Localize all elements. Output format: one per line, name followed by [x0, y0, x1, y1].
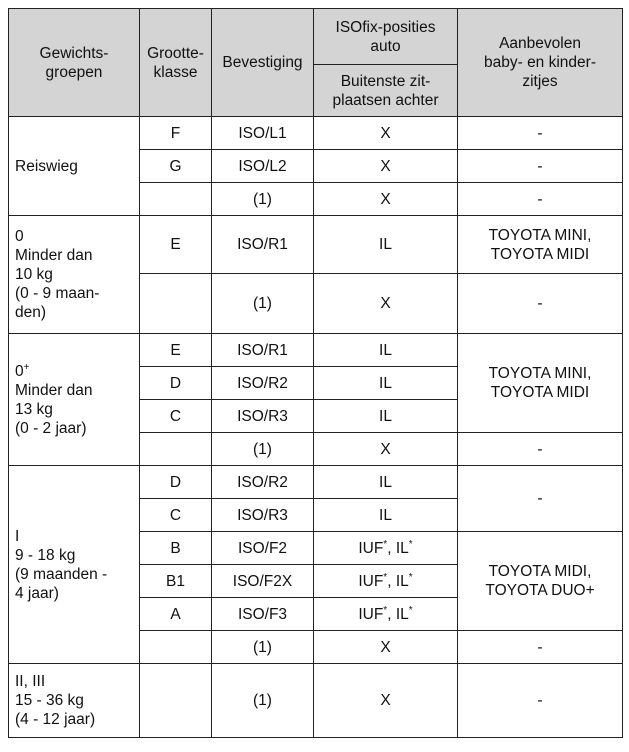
- size-class-cell: F: [140, 117, 212, 150]
- fixing-cell: ISO/F3: [212, 598, 314, 631]
- size-class-cell: A: [140, 598, 212, 631]
- size-class-cell: C: [140, 400, 212, 433]
- size-class-cell: [140, 433, 212, 466]
- header-weight-groups: Gewichts- groepen: [9, 9, 140, 117]
- recommended-cell: -: [458, 117, 623, 150]
- position-cell: IUF*, IL*: [314, 532, 458, 565]
- size-class-cell: E: [140, 216, 212, 274]
- group-II-III: II, III 15 - 36 kg (4 - 12 jaar): [9, 664, 140, 738]
- fixing-cell: ISO/F2: [212, 532, 314, 565]
- position-cell: X: [314, 183, 458, 216]
- position-cell: IL: [314, 334, 458, 367]
- recommended-cell: -: [458, 183, 623, 216]
- size-class-cell: [140, 631, 212, 664]
- recommended-cell: -: [458, 433, 623, 466]
- isofix-table: [8, 8, 623, 738]
- size-class-cell: D: [140, 466, 212, 499]
- size-class-cell: D: [140, 367, 212, 400]
- recommended-cell: -: [458, 631, 623, 664]
- header-size-class: Grootte- klasse: [140, 9, 212, 117]
- position-cell: X: [314, 117, 458, 150]
- table-row: [9, 466, 623, 499]
- position-cell: X: [314, 274, 458, 334]
- position-cell: IL: [314, 216, 458, 274]
- position-cell: IUF*, IL*: [314, 598, 458, 631]
- size-class-cell: E: [140, 334, 212, 367]
- fixing-cell: (1): [212, 631, 314, 664]
- header-fixing: Bevestiging: [212, 9, 314, 117]
- table-row: [9, 216, 623, 274]
- fixing-cell: ISO/F2X: [212, 565, 314, 598]
- recommended-cell: TOYOTA MINI, TOYOTA MIDI: [458, 334, 623, 433]
- group-reiswieg: Reiswieg: [9, 117, 140, 216]
- fixing-cell: (1): [212, 433, 314, 466]
- size-class-cell: B1: [140, 565, 212, 598]
- recommended-cell: -: [458, 150, 623, 183]
- fixing-cell: ISO/R2: [212, 367, 314, 400]
- position-cell: IUF*, IL*: [314, 565, 458, 598]
- header-isofix-positions: ISOfix-posities auto: [314, 9, 458, 65]
- fixing-cell: (1): [212, 183, 314, 216]
- group-I: I 9 - 18 kg (9 maanden - 4 jaar): [9, 466, 140, 664]
- position-cell: IL: [314, 367, 458, 400]
- fixing-cell: ISO/L2: [212, 150, 314, 183]
- position-cell: X: [314, 150, 458, 183]
- position-cell: IL: [314, 466, 458, 499]
- group-0: 0 Minder dan 10 kg (0 - 9 maan- den): [9, 216, 140, 334]
- recommended-cell: -: [458, 664, 623, 738]
- size-class-cell: B: [140, 532, 212, 565]
- fixing-cell: (1): [212, 274, 314, 334]
- fixing-cell: ISO/R3: [212, 499, 314, 532]
- position-cell: X: [314, 631, 458, 664]
- recommended-cell: TOYOTA MINI, TOYOTA MIDI: [458, 216, 623, 274]
- group-0-plus: 0+ Minder dan 13 kg (0 - 2 jaar): [9, 334, 140, 466]
- recommended-cell: -: [458, 274, 623, 334]
- fixing-cell: ISO/R1: [212, 216, 314, 274]
- position-cell: X: [314, 664, 458, 738]
- fixing-cell: ISO/R2: [212, 466, 314, 499]
- fixing-cell: ISO/L1: [212, 117, 314, 150]
- size-class-cell: [140, 183, 212, 216]
- position-cell: X: [314, 433, 458, 466]
- fixing-cell: (1): [212, 664, 314, 738]
- recommended-cell: TOYOTA MIDI, TOYOTA DUO+: [458, 532, 623, 631]
- size-class-cell: [140, 274, 212, 334]
- table-row: [9, 334, 623, 367]
- size-class-cell: G: [140, 150, 212, 183]
- table-row: [9, 664, 623, 738]
- table-header: [9, 9, 623, 117]
- fixing-cell: ISO/R1: [212, 334, 314, 367]
- size-class-cell: C: [140, 499, 212, 532]
- recommended-cell: -: [458, 466, 623, 532]
- header-recommended-seats: Aanbevolen baby- en kinder- zitjes: [458, 9, 623, 117]
- size-class-cell: [140, 664, 212, 738]
- position-cell: IL: [314, 400, 458, 433]
- position-cell: IL: [314, 499, 458, 532]
- header-outer-rear-seats: Buitenste zit- plaatsen achter: [314, 65, 458, 117]
- fixing-cell: ISO/R3: [212, 400, 314, 433]
- table-row: [9, 117, 623, 150]
